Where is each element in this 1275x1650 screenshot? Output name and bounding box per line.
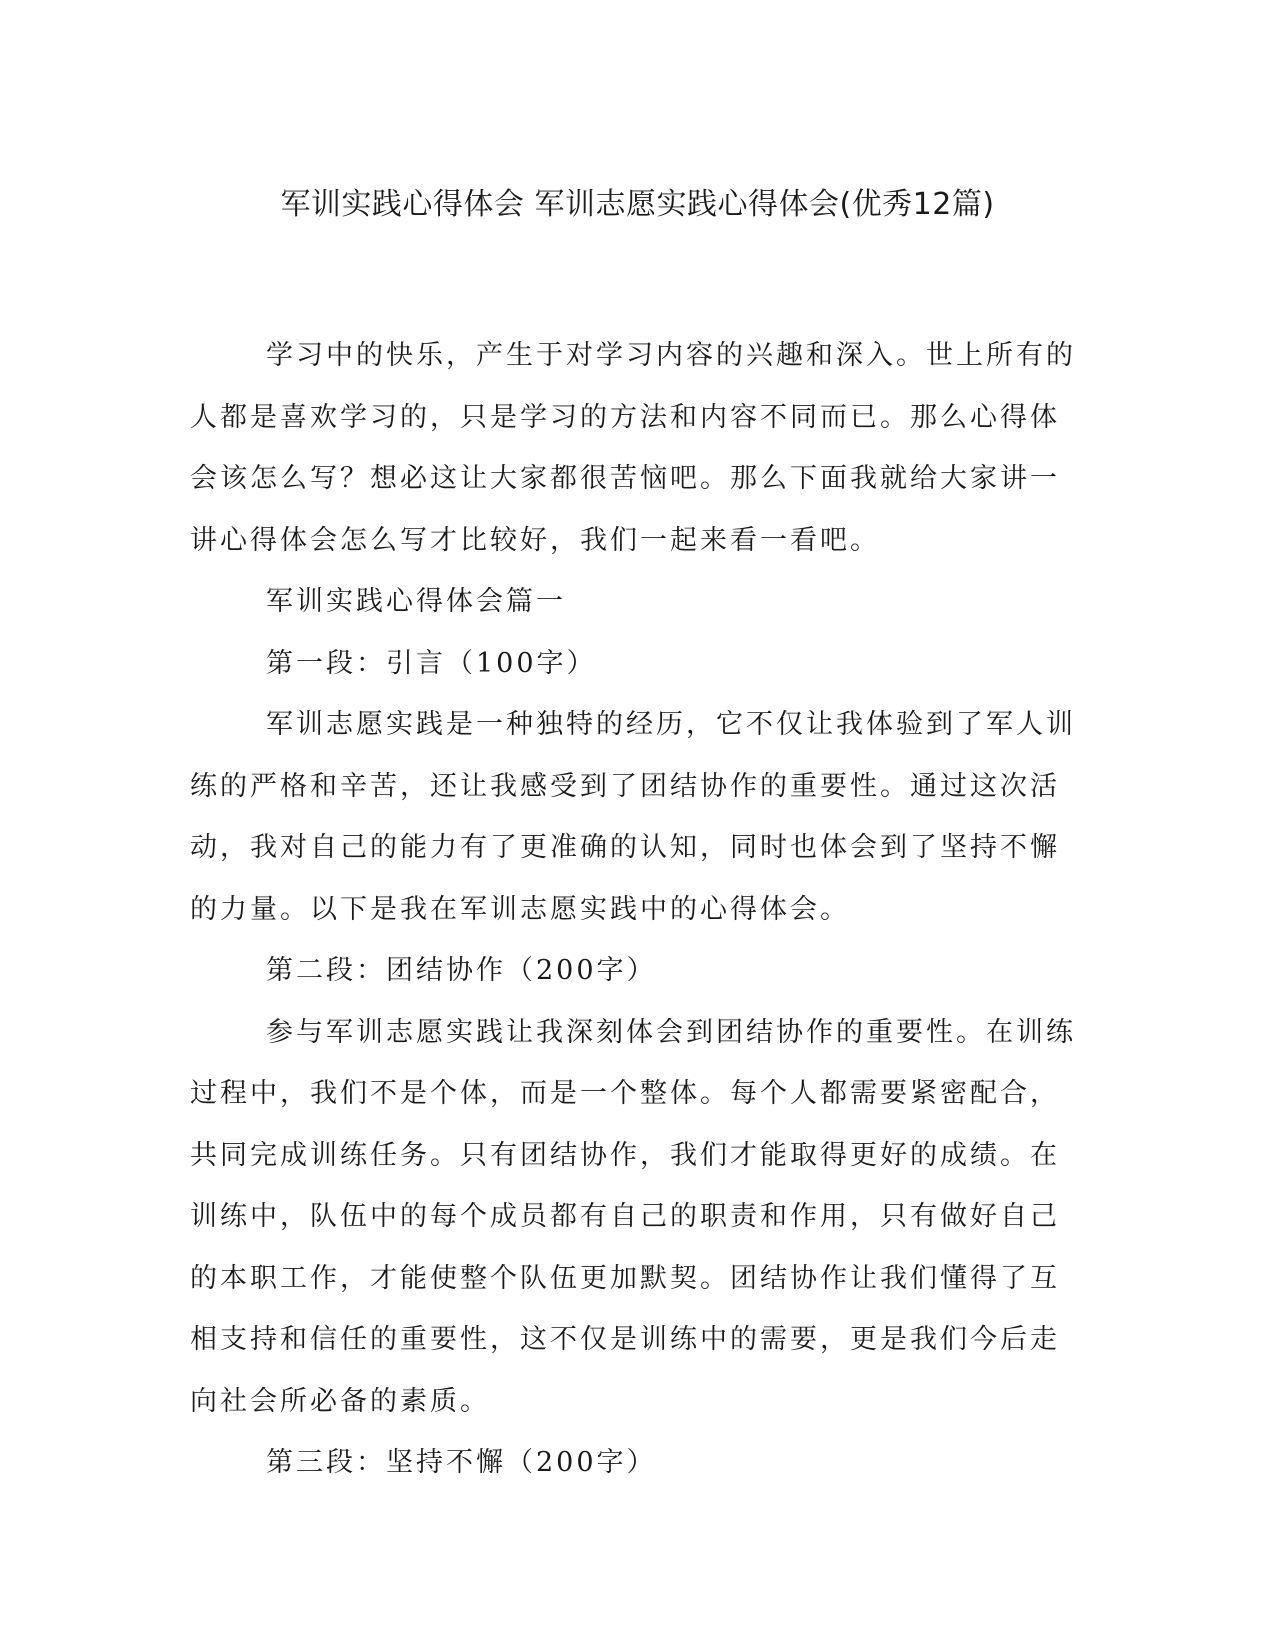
subheading-perseverance: 第三段：坚持不懈（200字） bbox=[266, 1447, 657, 1478]
paragraph-introduction: 军训志愿实践是一种独特的经历，它不仅让我体验到了军人训练的严格和辛苦，还让我感受到了团结协作的重要性。通过这次活动，我对自己的能力有了更准确的认知，同时也体会到了坚持不懈的力量。以下是我在军训志愿实践中的心得体会。 bbox=[190, 709, 1076, 925]
intro-paragraph: 学习中的快乐，产生于对学习内容的兴趣和深入。世上所有的人都是喜欢学习的，只是学习的方法和内容不同而已。那么心得体会该怎么写？想必这让大家都很苦恼吧。那么下面我就给大家讲一讲心得体会怎么写才比较好，我们一起来看一看吧。 bbox=[190, 340, 1076, 556]
subheading-introduction: 第一段：引言（100字） bbox=[266, 647, 597, 679]
document-title: 军训实践心得体会 军训志愿实践心得体会(优秀12篇) bbox=[280, 187, 995, 222]
paragraph-teamwork: 参与军训志愿实践让我深刻体会到团结协作的重要性。在训练过程中，我们不是个体，而是一个整体。每个人都需要紧密配合，共同完成训练任务。只有团结协作，我们才能取得更好的成绩。在训练中，队伍中的每个成员都有自己的职责和作用，只有做好自己的本职工作，才能使整个队伍更加默契。团结协作让我们懂得了互相支持和信任的重要性，这不仅是训练中的需要，更是我们今后走向社会所必备的素质。 bbox=[190, 1016, 1076, 1417]
subheading-teamwork: 第二段：团结协作（200字） bbox=[266, 955, 657, 986]
section-heading-part-one: 军训实践心得体会篇一 bbox=[266, 586, 566, 617]
document-body bbox=[190, 325, 1080, 1494]
